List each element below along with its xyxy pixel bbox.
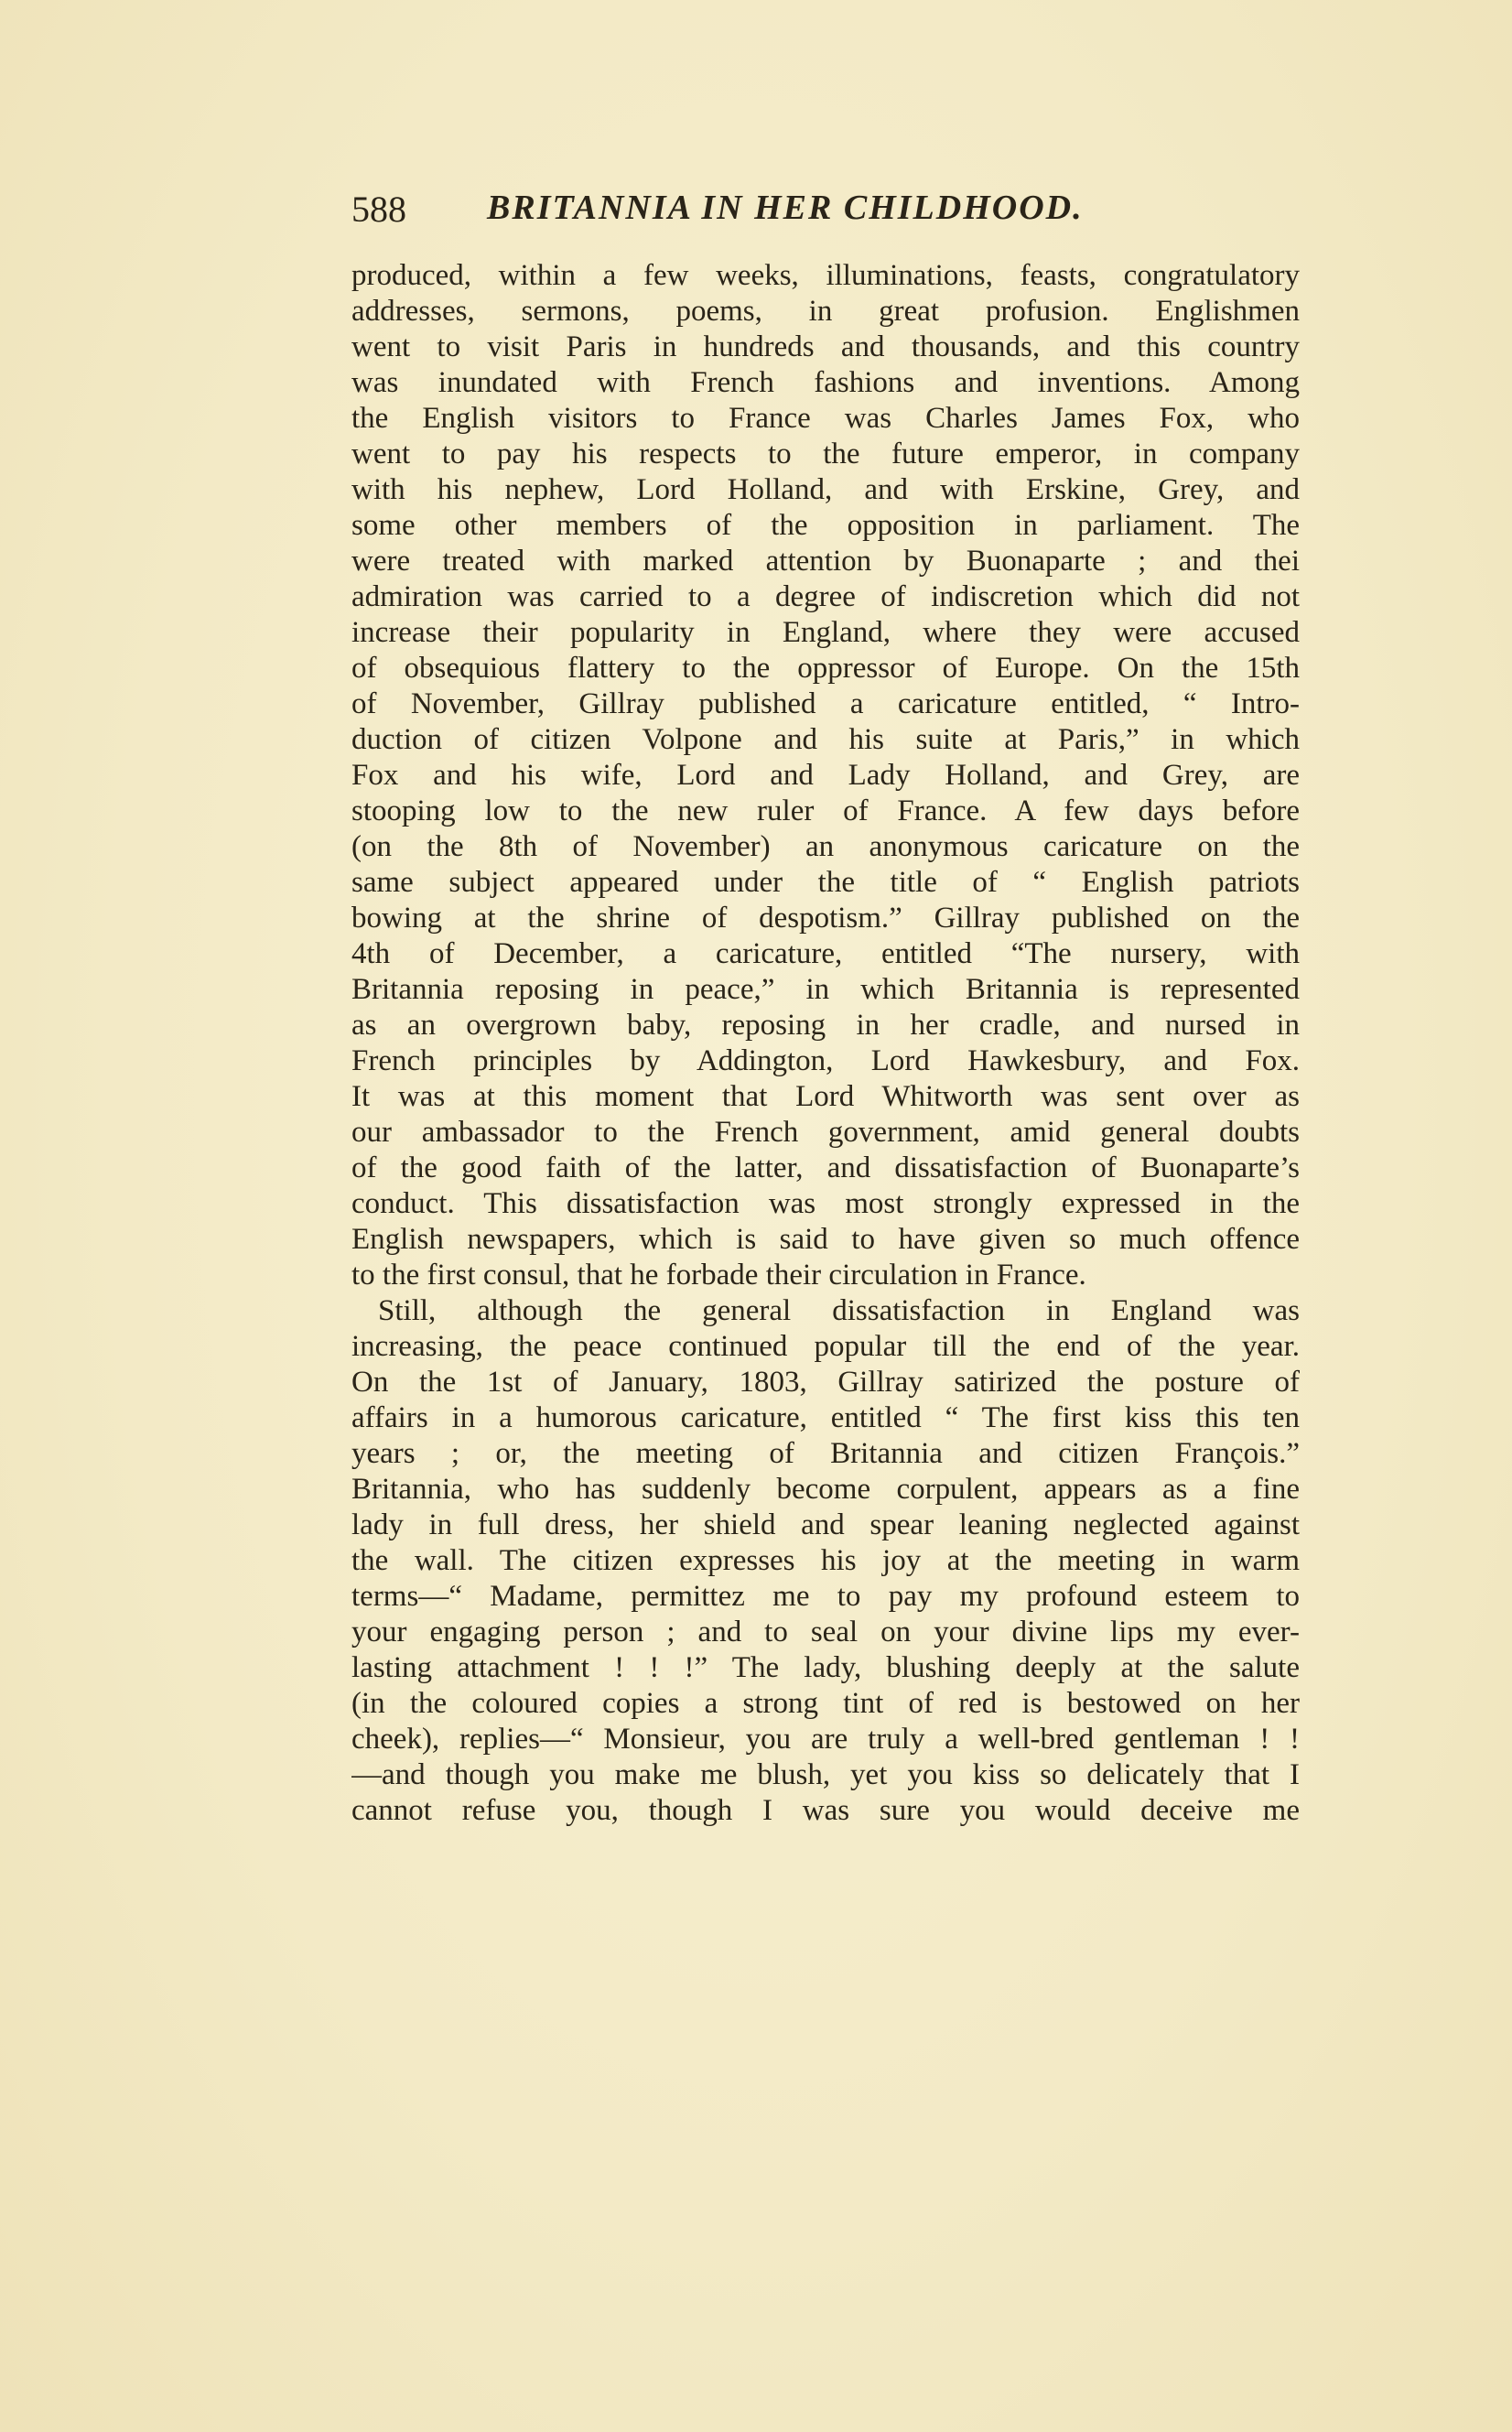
text-line: produced, within a few weeks, illuminations, feasts, congratulatory (351, 259, 1300, 292)
text-line: Britannia, who has suddenly become corpulent, appears as a fine (351, 1473, 1300, 1506)
running-head (351, 188, 1267, 243)
text-line: went to visit Paris in hundreds and thousands, and this country (351, 330, 1300, 363)
text-line: (on the 8th of November) an anonymous caricature on the (351, 830, 1300, 863)
text-line: with his nephew, Lord Holland, and with Erskine, Grey, and (351, 473, 1300, 506)
text-line: increasing, the peace continued popular till the end of the year. (351, 1330, 1300, 1363)
text-line: English newspapers, which is said to have given so much offence (351, 1223, 1300, 1256)
text-line: of obsequious flattery to the oppressor of Europe. On the 15th (351, 652, 1300, 685)
text-line: —and though you make me blush, yet you kiss so delicately that I (351, 1758, 1300, 1791)
text-line: conduct. This dissatisfaction was most strongly expressed in the (351, 1187, 1300, 1220)
text-line: terms—“ Madame, permittez me to pay my profound esteem to (351, 1580, 1300, 1613)
running-title: BRITANNIA IN HER CHILDHOOD. (487, 189, 1084, 227)
text-line: as an overgrown baby, reposing in her cradle, and nursed in (351, 1009, 1300, 1042)
text-line: lady in full dress, her shield and spear leaning neglected against (351, 1508, 1300, 1541)
text-line: the English visitors to France was Charles James Fox, who (351, 402, 1300, 435)
text-line: our ambassador to the French government, amid general doubts (351, 1116, 1300, 1149)
text-line: years ; or, the meeting of Britannia and citizen François.” (351, 1437, 1300, 1470)
text-line: of the good faith of the latter, and dissatisfaction of Buonaparte’s (351, 1151, 1300, 1184)
text-line: It was at this moment that Lord Whitworth was sent over as (351, 1080, 1300, 1113)
text-line: affairs in a humorous caricature, entitled “ The first kiss this ten (351, 1401, 1300, 1434)
text-line: On the 1st of January, 1803, Gillray satirized the posture of (351, 1366, 1300, 1399)
text-line: lasting attachment ! ! !” The lady, blushing deeply at the salute (351, 1651, 1300, 1684)
text-line: was inundated with French fashions and inventions. Among (351, 366, 1300, 399)
text-line: Still, although the general dissatisfaction in England was (378, 1294, 1300, 1327)
text-line: your engaging person ; and to seal on your divine lips my ever- (351, 1616, 1300, 1648)
body-text (351, 258, 1300, 1829)
text-line: the wall. The citizen expresses his joy at the meeting in warm (351, 1544, 1300, 1577)
text-line: addresses, sermons, poems, in great profusion. Englishmen (351, 295, 1300, 328)
text-line: (in the coloured copies a strong tint of red is bestowed on her (351, 1687, 1300, 1720)
text-line: 4th of December, a caricature, entitled “The nursery, with (351, 937, 1300, 970)
text-line: were treated with marked attention by Buonaparte ; and thei (351, 545, 1300, 578)
text-line: cheek), replies—“ Monsieur, you are truly a well-bred gentleman ! ! (351, 1723, 1300, 1756)
text-line: French principles by Addington, Lord Hawkesbury, and Fox. (351, 1044, 1300, 1077)
text-line: bowing at the shrine of despotism.” Gillray published on the (351, 902, 1300, 935)
text-line: cannot refuse you, though I was sure you would deceive me (351, 1794, 1300, 1827)
text-line: same subject appeared under the title of “ English patriots (351, 866, 1300, 899)
text-line: stooping low to the new ruler of France. A few days before (351, 794, 1300, 827)
text-line: admiration was carried to a degree of indiscretion which did not (351, 580, 1300, 613)
text-line: duction of citizen Volpone and his suite at Paris,” in which (351, 723, 1300, 756)
page-number: 588 (351, 189, 406, 230)
text-line: Britannia reposing in peace,” in which Britannia is represented (351, 973, 1300, 1006)
text-line: increase their popularity in England, where they were accused (351, 616, 1300, 649)
text-line: to the first consul, that he forbade their circulation in France. (351, 1259, 1086, 1292)
text-line: Fox and his wife, Lord and Lady Holland, and Grey, are (351, 759, 1300, 792)
text-line: of November, Gillray published a caricature entitled, “ Intro- (351, 687, 1300, 720)
text-line: some other members of the opposition in parliament. The (351, 509, 1300, 542)
text-line: went to pay his respects to the future emperor, in company (351, 438, 1300, 470)
